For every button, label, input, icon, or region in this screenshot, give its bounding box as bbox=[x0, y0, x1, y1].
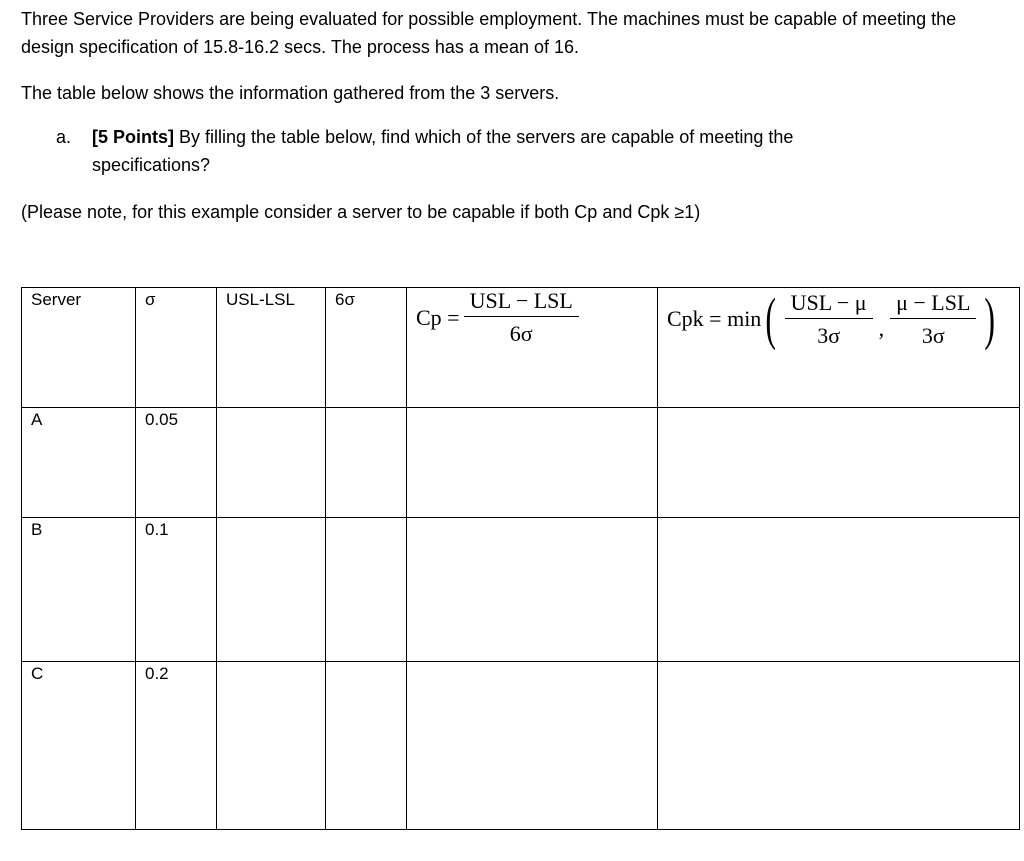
header-six-sigma: 6σ bbox=[326, 288, 407, 408]
table-row bbox=[22, 518, 1020, 662]
problem-statement: Three Service Providers are being evaluated for possible employment. The machines must be capable of meeting the design specification of 15.8-16.2 secs. The process has a mean of 16. bbox=[21, 9, 957, 57]
table-row bbox=[22, 408, 1020, 518]
capability-note: (Please note, for this example consider a server to be capable if both Cp and Cpk ≥1) bbox=[21, 202, 701, 222]
cp-cell[interactable] bbox=[407, 408, 658, 518]
header-cpk-formula bbox=[658, 288, 1020, 408]
cpk-cell[interactable] bbox=[658, 662, 1020, 830]
server-cell: A bbox=[22, 408, 136, 518]
cpk-fraction-lower bbox=[890, 289, 976, 348]
sigma-cell: 0.2 bbox=[136, 662, 217, 830]
cp-formula bbox=[416, 290, 583, 345]
usl-lsl-cell[interactable] bbox=[217, 518, 326, 662]
header-sigma: σ bbox=[136, 288, 217, 408]
cpk-numerator-2: μ − LSL bbox=[890, 292, 976, 319]
capability-table bbox=[21, 287, 1020, 830]
sigma-cell: 0.1 bbox=[136, 518, 217, 662]
cpk-cell[interactable] bbox=[658, 518, 1020, 662]
six-sigma-cell[interactable] bbox=[326, 518, 407, 662]
table-row bbox=[22, 662, 1020, 830]
six-sigma-cell[interactable] bbox=[326, 662, 407, 830]
table-intro: The table below shows the information gathered from the 3 servers. bbox=[21, 83, 560, 103]
cp-cell[interactable] bbox=[407, 662, 658, 830]
table-header-row bbox=[22, 288, 1020, 408]
question-a bbox=[56, 123, 956, 179]
cpk-right-paren: ) bbox=[984, 287, 996, 351]
usl-lsl-cell[interactable] bbox=[217, 408, 326, 518]
question-points: [5 Points] bbox=[92, 127, 175, 147]
server-cell: C bbox=[22, 662, 136, 830]
sigma-cell: 0.05 bbox=[136, 408, 217, 518]
six-sigma-cell[interactable] bbox=[326, 408, 407, 518]
cp-numerator: USL − LSL bbox=[464, 290, 579, 317]
header-server: Server bbox=[22, 288, 136, 408]
cpk-comma: , bbox=[878, 316, 885, 341]
cp-cell[interactable] bbox=[407, 518, 658, 662]
question-marker: a. bbox=[56, 127, 72, 147]
cpk-cell[interactable] bbox=[658, 408, 1020, 518]
cp-lhs: Cp = bbox=[416, 304, 460, 330]
header-cp-formula bbox=[407, 288, 658, 408]
cpk-denominator-2: 3σ bbox=[921, 322, 945, 348]
question-text: By filling the table below, find which of the servers are capable of meeting the specifications? bbox=[92, 127, 794, 175]
server-cell: B bbox=[22, 518, 136, 662]
cpk-lhs: Cpk = min bbox=[667, 306, 762, 331]
cp-denominator: 6σ bbox=[509, 321, 533, 346]
header-usl-lsl: USL-LSL bbox=[217, 288, 326, 408]
cpk-left-paren: ( bbox=[765, 287, 777, 351]
cpk-denominator-1: 3σ bbox=[817, 322, 841, 348]
cpk-numerator-1: USL − μ bbox=[785, 292, 873, 319]
usl-lsl-cell[interactable] bbox=[217, 662, 326, 830]
cpk-formula bbox=[667, 287, 1000, 351]
cp-fraction bbox=[464, 290, 579, 345]
question-body bbox=[92, 123, 912, 179]
cpk-fraction-upper bbox=[785, 289, 873, 348]
